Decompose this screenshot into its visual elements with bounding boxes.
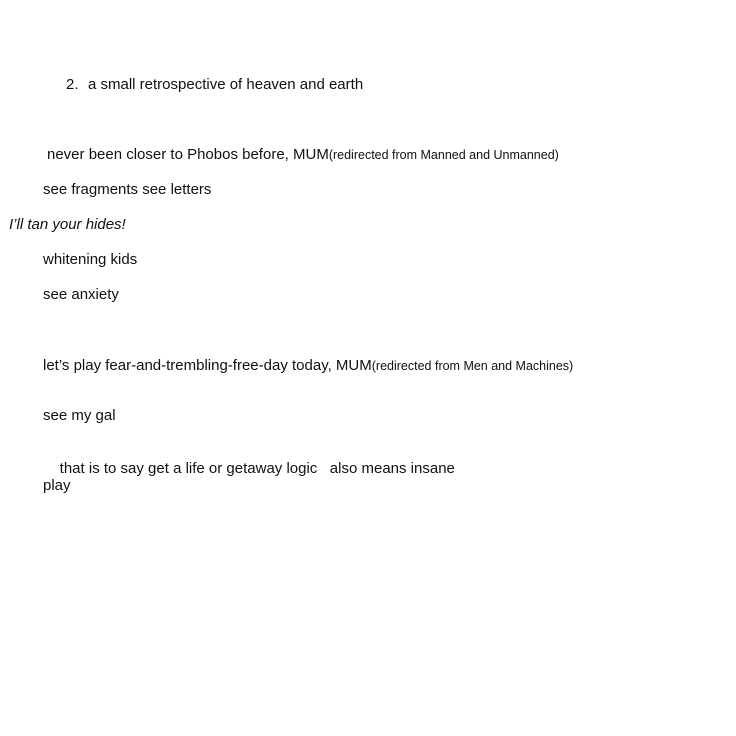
numbered-heading (66, 76, 363, 94)
redirect-note: (redirected from Men and Machines) (371, 359, 574, 373)
line-text: see anxiety (43, 286, 119, 303)
line-text: never been closer to Phobos before, MUM (47, 146, 329, 163)
line-text: let’s play fear-and-trembling-free-day today, MUM (43, 357, 372, 374)
line-text: see fragments see letters (43, 181, 212, 198)
line-text: I’ll tan your hides! (9, 216, 126, 233)
poem-line-hides (9, 216, 126, 234)
line-text: see my gal (43, 407, 116, 424)
poem-line-whitening (43, 251, 137, 269)
redirect-note: (redirected from Manned and Unmanned) (328, 148, 559, 162)
poem-line-fragments (43, 181, 211, 199)
heading-text: a small retrospective of heaven and earth (88, 76, 364, 93)
poem-line-phobos (47, 146, 559, 164)
poem-line-gal (43, 407, 116, 425)
line-text: whitening kids (43, 251, 138, 268)
heading-number: 2. (66, 76, 79, 93)
poem-line-getaway (43, 442, 455, 496)
poem-line-play-today (43, 357, 573, 375)
poem-line-play (43, 477, 71, 495)
line-text: that is to say get a life or getaway logic also means insane (59, 460, 455, 477)
poem-line-anxiety (43, 286, 119, 304)
line-text: play (43, 477, 71, 494)
